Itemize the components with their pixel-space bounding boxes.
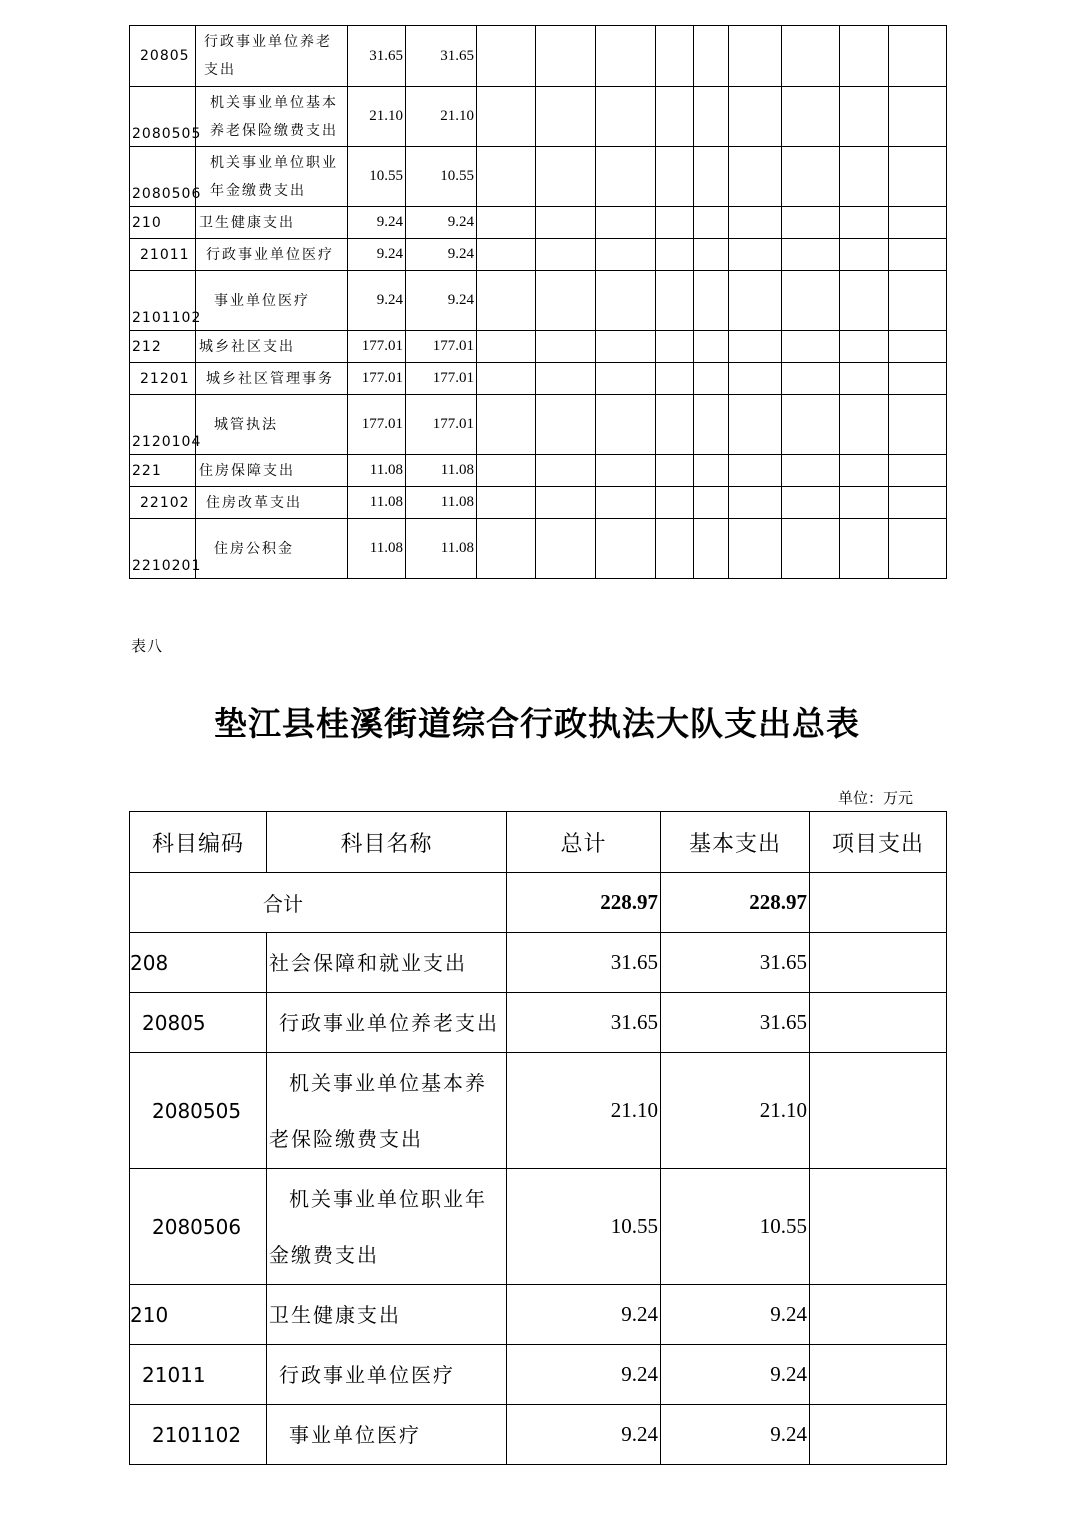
empty-cell [694, 455, 729, 487]
empty-cell [536, 363, 596, 395]
row-name: 机关事业单位职业年金缴费支出 [267, 1169, 507, 1285]
row-basic: 9.24 [661, 1345, 810, 1405]
empty-cell [656, 331, 694, 363]
row-code: 2120104 [130, 395, 196, 455]
table-row [130, 519, 947, 579]
empty-cell [782, 87, 840, 147]
empty-cell [694, 239, 729, 271]
row-code: 210 [130, 207, 196, 239]
empty-cell [656, 519, 694, 579]
empty-cell [840, 395, 889, 455]
row-total: 9.24 [507, 1345, 661, 1405]
table-row [130, 1169, 947, 1285]
empty-cell [889, 455, 947, 487]
empty-cell [536, 147, 596, 207]
empty-cell [656, 363, 694, 395]
empty-cell [889, 487, 947, 519]
empty-cell [656, 147, 694, 207]
row-total: 21.10 [348, 87, 406, 147]
empty-cell [656, 487, 694, 519]
row-basic: 177.01 [406, 395, 477, 455]
row-code: 21011 [130, 1345, 267, 1405]
empty-cell [596, 271, 656, 331]
empty-cell [729, 26, 782, 87]
table-row [130, 87, 947, 147]
table-row [130, 1405, 947, 1465]
empty-cell [596, 519, 656, 579]
empty-cell [694, 271, 729, 331]
empty-cell [536, 395, 596, 455]
empty-cell [596, 87, 656, 147]
sum-total: 228.97 [507, 873, 661, 933]
row-project [810, 1345, 947, 1405]
empty-cell [840, 455, 889, 487]
row-code: 2210201 [130, 519, 196, 579]
empty-cell [840, 271, 889, 331]
table-row [130, 487, 947, 519]
row-code: 2101102 [130, 1405, 267, 1465]
table-row [130, 271, 947, 331]
empty-cell [477, 455, 536, 487]
empty-cell [536, 455, 596, 487]
row-name: 事业单位医疗 [267, 1405, 507, 1465]
empty-cell [729, 395, 782, 455]
empty-cell [729, 271, 782, 331]
table-row [130, 363, 947, 395]
row-total: 21.10 [507, 1053, 661, 1169]
empty-cell [889, 331, 947, 363]
empty-cell [729, 147, 782, 207]
row-code: 221 [130, 455, 196, 487]
row-name: 卫生健康支出 [196, 207, 348, 239]
header-code: 科目编码 [130, 812, 267, 873]
table-row [130, 1285, 947, 1345]
expenditure-summary-table [129, 811, 947, 1465]
row-name: 机关事业单位基本养老保险缴费支出 [196, 87, 348, 147]
row-code: 2080506 [130, 1169, 267, 1285]
empty-cell [889, 207, 947, 239]
row-basic: 177.01 [406, 331, 477, 363]
empty-cell [840, 487, 889, 519]
table-row [130, 331, 947, 363]
row-basic: 21.10 [406, 87, 477, 147]
empty-cell [840, 331, 889, 363]
empty-cell [729, 519, 782, 579]
row-code: 21011 [130, 239, 196, 271]
row-total: 177.01 [348, 331, 406, 363]
empty-cell [729, 455, 782, 487]
empty-cell [729, 363, 782, 395]
empty-cell [536, 331, 596, 363]
sum-project [810, 873, 947, 933]
row-project [810, 1169, 947, 1285]
table-tag: 表八 [131, 637, 164, 655]
empty-cell [782, 239, 840, 271]
empty-cell [889, 519, 947, 579]
empty-cell [782, 487, 840, 519]
row-project [810, 1285, 947, 1345]
row-name: 机关事业单位职业年金缴费支出 [196, 147, 348, 207]
header-project: 项目支出 [810, 812, 947, 873]
empty-cell [840, 26, 889, 87]
empty-cell [656, 87, 694, 147]
empty-cell [596, 395, 656, 455]
header-row [130, 812, 947, 873]
empty-cell [694, 395, 729, 455]
empty-cell [889, 239, 947, 271]
continued-expenditure-table [129, 25, 947, 579]
row-code: 22102 [130, 487, 196, 519]
row-name: 住房公积金 [196, 519, 348, 579]
row-total: 11.08 [348, 455, 406, 487]
row-basic: 9.24 [661, 1405, 810, 1465]
empty-cell [656, 207, 694, 239]
table-row [130, 993, 947, 1053]
empty-cell [477, 271, 536, 331]
empty-cell [536, 519, 596, 579]
row-total: 9.24 [348, 239, 406, 271]
empty-cell [889, 395, 947, 455]
row-name: 行政事业单位医疗 [196, 239, 348, 271]
empty-cell [536, 271, 596, 331]
row-project [810, 1405, 947, 1465]
row-name: 行政事业单位养老支出 [267, 993, 507, 1053]
empty-cell [729, 331, 782, 363]
empty-cell [694, 26, 729, 87]
row-code: 21201 [130, 363, 196, 395]
empty-cell [477, 207, 536, 239]
row-code: 212 [130, 331, 196, 363]
empty-cell [782, 455, 840, 487]
row-total: 11.08 [348, 487, 406, 519]
row-basic: 177.01 [406, 363, 477, 395]
header-total: 总计 [507, 812, 661, 873]
empty-cell [889, 147, 947, 207]
empty-cell [840, 363, 889, 395]
row-basic: 10.55 [406, 147, 477, 207]
empty-cell [596, 26, 656, 87]
empty-cell [477, 519, 536, 579]
empty-cell [477, 331, 536, 363]
row-basic: 11.08 [406, 455, 477, 487]
row-name: 行政事业单位养老支出 [196, 26, 348, 87]
row-total: 9.24 [507, 1405, 661, 1465]
empty-cell [536, 239, 596, 271]
row-basic: 11.08 [406, 519, 477, 579]
table-row [130, 207, 947, 239]
row-basic: 9.24 [406, 271, 477, 331]
row-basic: 31.65 [406, 26, 477, 87]
empty-cell [782, 207, 840, 239]
row-basic: 31.65 [661, 933, 810, 993]
empty-cell [536, 87, 596, 147]
empty-cell [656, 239, 694, 271]
row-total: 177.01 [348, 363, 406, 395]
row-code: 208 [130, 933, 267, 993]
table-row [130, 1053, 947, 1169]
row-name: 城管执法 [196, 395, 348, 455]
row-name: 事业单位医疗 [196, 271, 348, 331]
empty-cell [596, 487, 656, 519]
empty-cell [840, 207, 889, 239]
row-code: 2080505 [130, 1053, 267, 1169]
row-basic: 9.24 [406, 207, 477, 239]
header-name: 科目名称 [267, 812, 507, 873]
empty-cell [656, 271, 694, 331]
row-basic: 9.24 [406, 239, 477, 271]
page-title: 垫江县桂溪街道综合行政执法大队支出总表 [214, 704, 860, 743]
empty-cell [477, 239, 536, 271]
empty-cell [840, 87, 889, 147]
empty-cell [782, 363, 840, 395]
empty-cell [782, 147, 840, 207]
table-row [130, 26, 947, 87]
row-total: 31.65 [507, 933, 661, 993]
empty-cell [536, 487, 596, 519]
empty-cell [840, 239, 889, 271]
empty-cell [596, 455, 656, 487]
empty-cell [596, 363, 656, 395]
row-total: 9.24 [348, 207, 406, 239]
table-row [130, 395, 947, 455]
empty-cell [536, 207, 596, 239]
empty-cell [656, 455, 694, 487]
empty-cell [729, 239, 782, 271]
row-code: 20805 [130, 993, 267, 1053]
row-name: 城乡社区支出 [196, 331, 348, 363]
empty-cell [477, 487, 536, 519]
sum-basic: 228.97 [661, 873, 810, 933]
unit-label: 单位：万元 [838, 789, 914, 807]
empty-cell [840, 519, 889, 579]
empty-cell [889, 271, 947, 331]
row-name: 卫生健康支出 [267, 1285, 507, 1345]
empty-cell [782, 26, 840, 87]
row-basic: 11.08 [406, 487, 477, 519]
row-basic: 9.24 [661, 1285, 810, 1345]
empty-cell [889, 26, 947, 87]
row-name: 住房保障支出 [196, 455, 348, 487]
table-row [130, 147, 947, 207]
row-total: 177.01 [348, 395, 406, 455]
empty-cell [840, 147, 889, 207]
row-code: 2080506 [130, 147, 196, 207]
table-row [130, 239, 947, 271]
empty-cell [729, 207, 782, 239]
sum-label: 合计 [130, 873, 507, 933]
table-row [130, 1345, 947, 1405]
row-basic: 31.65 [661, 993, 810, 1053]
empty-cell [656, 26, 694, 87]
header-basic: 基本支出 [661, 812, 810, 873]
empty-cell [889, 87, 947, 147]
row-basic: 10.55 [661, 1169, 810, 1285]
row-project [810, 933, 947, 993]
empty-cell [596, 147, 656, 207]
row-total: 10.55 [348, 147, 406, 207]
empty-cell [782, 395, 840, 455]
row-project [810, 993, 947, 1053]
empty-cell [782, 271, 840, 331]
row-total: 9.24 [507, 1285, 661, 1345]
sum-row [130, 873, 947, 933]
empty-cell [596, 207, 656, 239]
row-code: 210 [130, 1285, 267, 1345]
row-code: 2101102 [130, 271, 196, 331]
row-name: 社会保障和就业支出 [267, 933, 507, 993]
empty-cell [656, 395, 694, 455]
row-name: 机关事业单位基本养老保险缴费支出 [267, 1053, 507, 1169]
row-basic: 21.10 [661, 1053, 810, 1169]
empty-cell [782, 519, 840, 579]
empty-cell [477, 395, 536, 455]
empty-cell [477, 26, 536, 87]
empty-cell [729, 87, 782, 147]
row-code: 2080505 [130, 87, 196, 147]
row-name: 行政事业单位医疗 [267, 1345, 507, 1405]
row-total: 9.24 [348, 271, 406, 331]
empty-cell [477, 363, 536, 395]
empty-cell [694, 519, 729, 579]
table-row [130, 933, 947, 993]
empty-cell [596, 331, 656, 363]
row-total: 11.08 [348, 519, 406, 579]
empty-cell [477, 87, 536, 147]
row-total: 31.65 [507, 993, 661, 1053]
empty-cell [694, 487, 729, 519]
empty-cell [477, 147, 536, 207]
empty-cell [694, 147, 729, 207]
empty-cell [694, 331, 729, 363]
empty-cell [694, 87, 729, 147]
row-name: 住房改革支出 [196, 487, 348, 519]
empty-cell [729, 487, 782, 519]
empty-cell [596, 239, 656, 271]
row-code: 20805 [130, 26, 196, 87]
empty-cell [694, 363, 729, 395]
row-total: 10.55 [507, 1169, 661, 1285]
empty-cell [782, 331, 840, 363]
table-row [130, 455, 947, 487]
empty-cell [694, 207, 729, 239]
row-name: 城乡社区管理事务 [196, 363, 348, 395]
row-total: 31.65 [348, 26, 406, 87]
row-project [810, 1053, 947, 1169]
empty-cell [889, 363, 947, 395]
empty-cell [536, 26, 596, 87]
